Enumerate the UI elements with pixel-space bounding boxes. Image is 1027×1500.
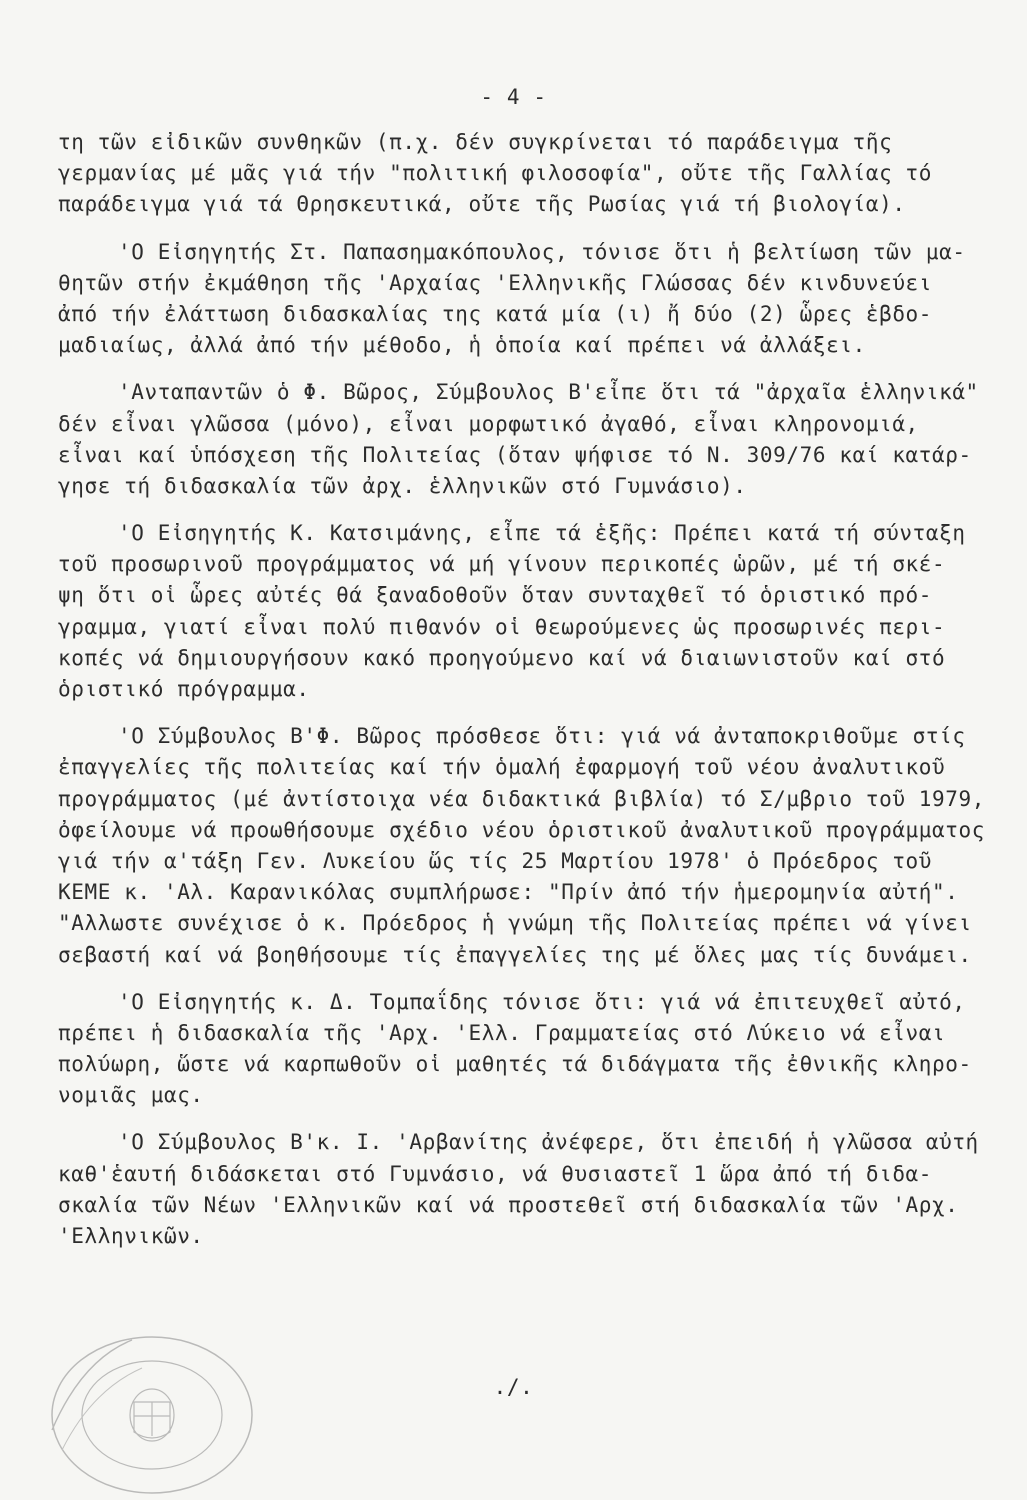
- text-line: γραμμα, γιατί εἶναι πολύ πιθανόν οἱ θεωρούμενες ὡς προσωρινές περι-: [58, 614, 946, 639]
- paragraph-gap: [58, 971, 988, 987]
- paragraph-gap: [58, 1111, 988, 1127]
- page-number: - 4 -: [480, 85, 547, 109]
- text-line: ψη ὅτι οἱ ὧρες αὐτές θά ξαναδοθοῦν ὅταν συνταχθεῖ τό ὁριστικό πρό-: [58, 583, 933, 608]
- text-line: τη τῶν εἰδικῶν συνθηκῶν (π.χ. δέν συγκρίνεται τό παράδειγμα τῆς: [58, 130, 893, 154]
- text-line: παράδειγμα γιά τά Θρησκευτικά, οὔτε τῆς Ρωσίας γιά τή βιολογία).: [58, 192, 906, 217]
- text-line: ὁριστικό πρόγραμμα.: [58, 677, 310, 701]
- text-line: ΚΕΜΕ κ. 'Αλ. Καρανικόλας συμπλήρωσε: "Πρίν ἀπό τήν ἡμερομηνία αὐτή".: [58, 880, 959, 905]
- official-seal: [22, 1320, 272, 1500]
- text-line: μαδιαίως, ἀλλά ἀπό τήν μέθοδο, ἡ ὁποία καί πρέπει νά ἀλλάξει.: [58, 333, 866, 358]
- text-line: πρέπει ἡ διδασκαλία τῆς 'Αρχ. 'Ελλ. Γραμματείας στό Λύκειο νά εἶναι: [58, 1020, 946, 1045]
- paragraph: [58, 127, 988, 221]
- text-line: σεβαστή καί νά βοηθήσουμε τίς ἐπαγγελίες της μέ ὅλες μας τίς δυνάμει.: [58, 942, 972, 967]
- text-line: ἐπαγγελίες τῆς πολιτείας καί τήν ὁμαλή ἐφαρμογή τοῦ νέου ἀναλυτικοῦ: [58, 755, 946, 780]
- text-line: σκαλία τῶν Νέων 'Ελληνικῶν καί νά προστεθεῖ στή διδασκαλία τῶν 'Αρχ.: [58, 1192, 959, 1217]
- text-line: "Αλλωστε συνέχισε ὁ κ. Πρόεδρος ἡ γνώμη τῆς Πολιτείας πρέπει νά γίνει: [58, 911, 972, 936]
- paragraph: [58, 377, 988, 502]
- paragraph-gap: [58, 705, 988, 721]
- text-line: προγράμματος (μέ ἀντίστοιχα νέα διδακτικά βιβλία) τό Σ/μβριο τοῦ 1979,: [58, 786, 986, 811]
- text-line: γιά τήν α'τάξη Γεν. Λυκείου ὥς τίς 25 Μαρτίου 1978' ὁ Πρόεδρος τοῦ: [58, 848, 933, 873]
- text-line: ὀφείλουμε νά προωθήσουμε σχέδιο νέου ὁριστικοῦ ἀναλυτικοῦ προγράμματος: [58, 817, 986, 842]
- paragraph-gap: [58, 361, 988, 377]
- text-line: 'Ο Εἰσηγητής Κ. Κατσιμάνης, εἶπε τά ἑξῆς: Πρέπει κατά τή σύνταξη: [118, 521, 966, 546]
- paragraph: [58, 1127, 988, 1252]
- text-line: ἀπό τήν ἐλάττωση διδασκαλίας της κατά μία (ι) ἤ δύο (2) ὧρες ἑβδο-: [58, 301, 933, 326]
- text-line: γησε τή διδασκαλία τῶν ἀρχ. ἑλληνικῶν στό Γυμνάσιο).: [58, 473, 747, 498]
- text-line: τοῦ προσωρινοῦ προγράμματος νά μή γίνουν περικοπές ὡρῶν, μέ τή σκέ-: [58, 552, 946, 577]
- text-line: 'Ανταπαντῶν ὁ Φ. Βῶρος, Σύμβουλος Β'εἶπε ὅτι τά "ἀρχαῖα ἑλληνικά": [118, 380, 979, 405]
- paragraph: [58, 987, 988, 1112]
- text-line: εἶναι καί ὑπόσχεση τῆς Πολιτείας (ὅταν ψήφισε τό Ν. 309/76 καί κατάρ-: [58, 442, 972, 467]
- document-body: [58, 127, 988, 1252]
- text-line: δέν εἶναι γλῶσσα (μόνο), εἶναι μορφωτικό ἀγαθό, εἶναι κληρονομιά,: [58, 411, 919, 436]
- text-line: καθ'ἑαυτή διδάσκεται στό Γυμνάσιο, νά θυσιαστεῖ 1 ὥρα ἀπό τή διδα-: [58, 1161, 933, 1186]
- text-line: 'Ο Σύμβουλος Β'Φ. Βῶρος πρόσθεσε ὅτι: γιά νά ἀνταποκριθοῦμε στίς: [118, 724, 966, 749]
- text-line: νομιᾶς μας.: [58, 1083, 204, 1108]
- text-line: πολύωρη, ὥστε νά καρπωθοῦν οἱ μαθητές τά διδάγματα τῆς ἐθνικῆς κληρο-: [58, 1052, 972, 1077]
- text-line: κοπές νά δημιουργήσουν κακό προηγούμενο καί νά διαιωνιστοῦν καί στό: [58, 645, 946, 670]
- paragraph-gap: [58, 221, 988, 237]
- text-line: γερμανίας μέ μᾶς γιά τήν "πολιτική φιλοσοφία", οὔτε τῆς Γαλλίας τό: [58, 161, 933, 186]
- continuation-mark: ./.: [493, 1375, 534, 1399]
- text-line: 'Ο Σύμβουλος Β'κ. Ι. 'Αρβανίτης ἀνέφερε, ὅτι ἐπειδή ἡ γλῶσσα αὐτή: [118, 1130, 979, 1155]
- paragraph-gap: [58, 502, 988, 518]
- text-line: 'Ελληνικῶν.: [58, 1224, 204, 1248]
- paragraph: [58, 518, 988, 705]
- paragraph: [58, 237, 988, 362]
- text-line: 'Ο Εἰσηγητής κ. Δ. Τομπαΐδης τόνισε ὅτι: γιά νά ἐπιτευχθεῖ αὐτό,: [118, 989, 966, 1014]
- text-line: θητῶν στήν ἐκμάθηση τῆς 'Αρχαίας 'Ελληνικῆς Γλώσσας δέν κινδυνεύει: [58, 270, 933, 295]
- text-line: 'Ο Εἰσηγητής Στ. Παπασημακόπουλος, τόνισε ὅτι ἡ βελτίωση τῶν μα-: [118, 239, 966, 264]
- paragraph: [58, 721, 988, 971]
